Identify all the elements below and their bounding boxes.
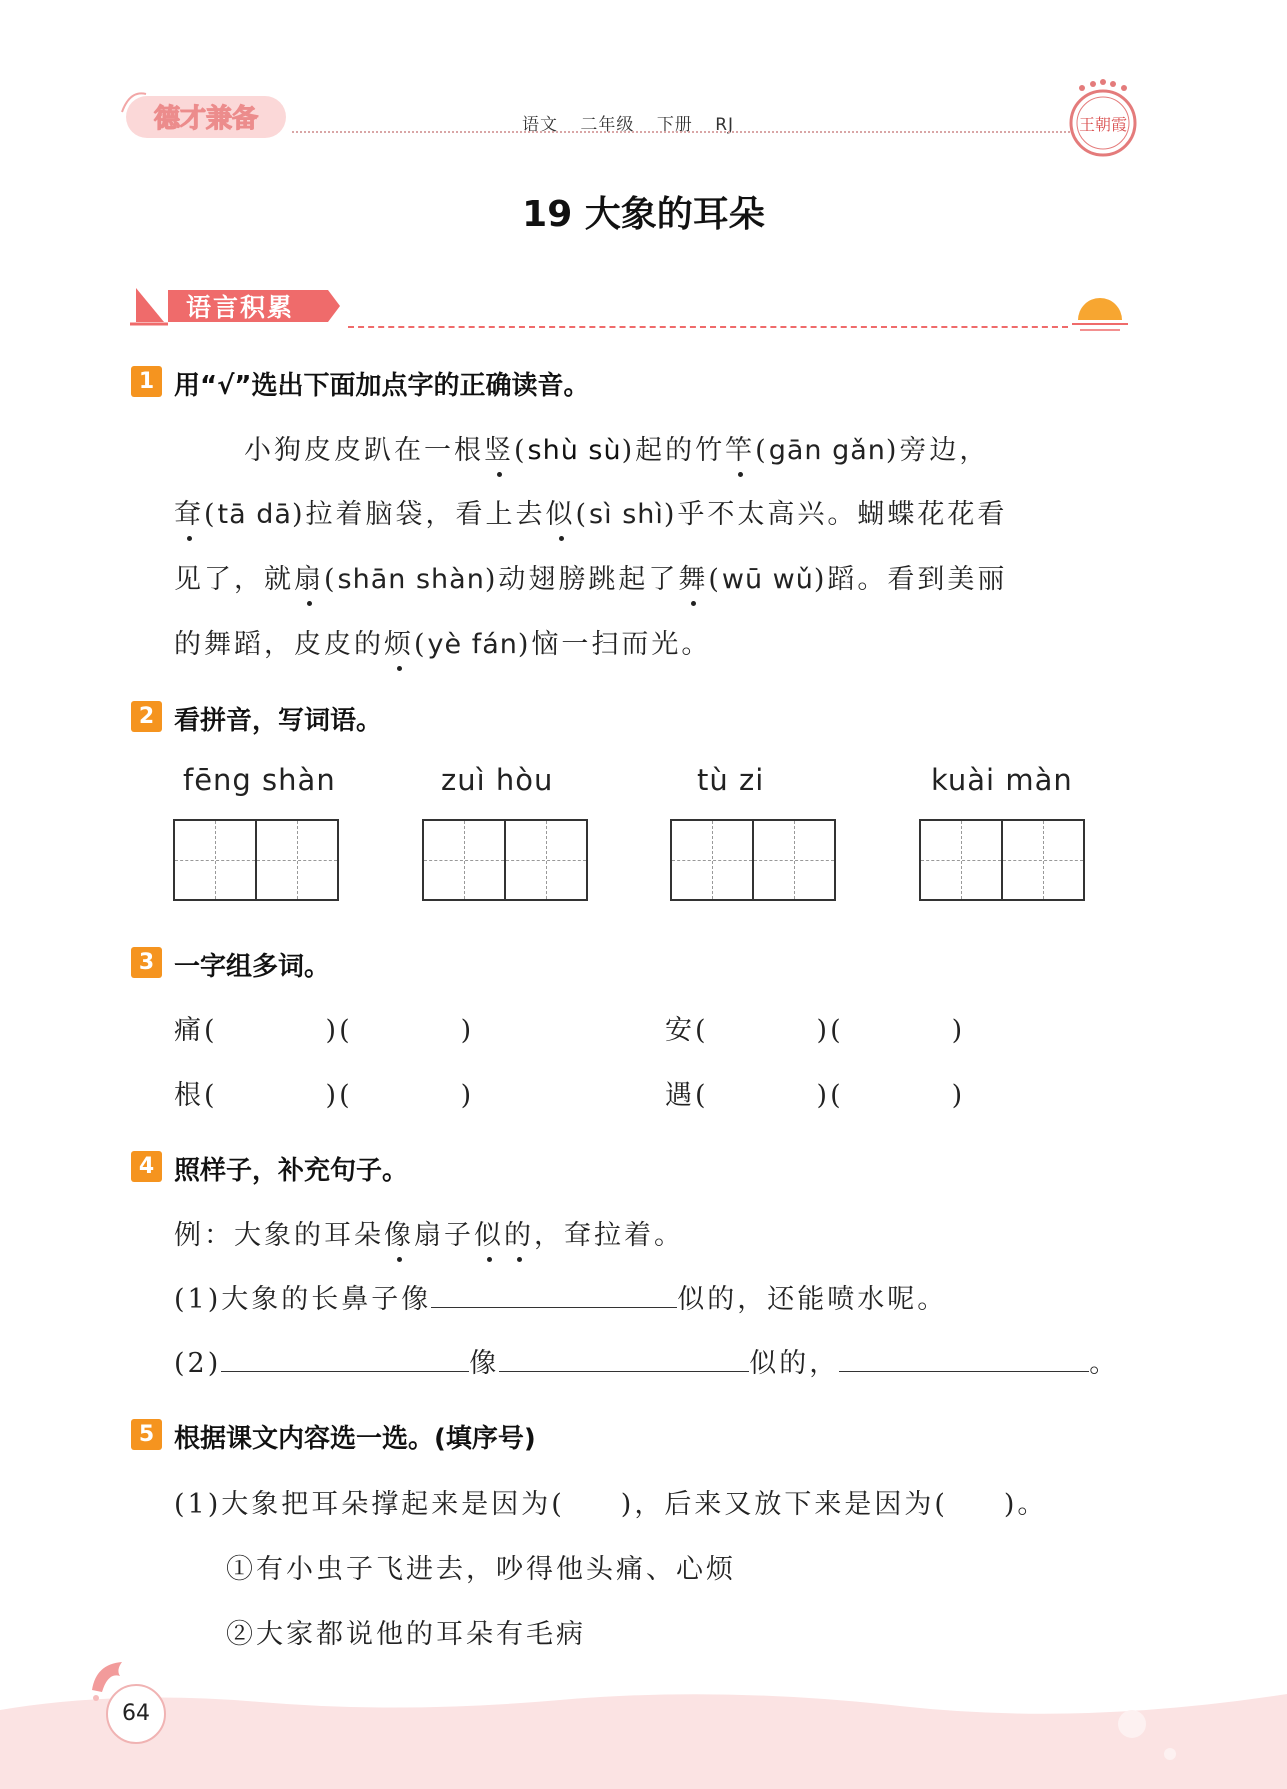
- example-sentence: 例：大象的耳朵像扇子似的，耷拉着。: [174, 1213, 684, 1252]
- pinyin-item-3: tù zi: [697, 763, 765, 797]
- sentence-1: (1)大象的长鼻子像 似的，还能喷水呢。: [174, 1277, 947, 1316]
- pinyin-item-2: zuì hòu: [441, 763, 554, 797]
- q1-line-4: 的舞蹈，皮皮的烦(yè fán)恼一扫而光。: [174, 622, 711, 661]
- choice-option-1: ①有小虫子飞进去，吵得他头痛、心烦: [226, 1554, 736, 1585]
- meta-grade: 二年级: [580, 115, 635, 135]
- question-title-4: 照样子，补充句子。: [174, 1156, 409, 1186]
- question-number-4: 4: [131, 1151, 162, 1182]
- page-number: 64: [106, 1684, 166, 1744]
- teacher-seal-stamp: [1062, 78, 1144, 160]
- sunset-icon: [1070, 292, 1132, 336]
- question-number-3: 3: [131, 947, 162, 978]
- header-rule: [292, 131, 1070, 133]
- word-group-1: 痛( )( ): [174, 1015, 475, 1046]
- q1-line-3: 见了，就扇(shān shàn)动翅膀跳起了舞(wū wǔ)蹈。看到美丽: [174, 557, 1007, 596]
- sentence-blank[interactable]: [499, 1345, 749, 1372]
- word-group-2: 安( )( ): [665, 1015, 966, 1046]
- word-group-3: 根( )( ): [174, 1080, 475, 1111]
- question-title-3: 一字组多词。: [174, 952, 331, 982]
- q1-line-2: 耷(tā dā)拉着脑袋，看上去似(sì shì)乎不太高兴。蝴蝶花花看: [174, 492, 1007, 531]
- footer-wave: [0, 1680, 1287, 1789]
- question-title-5: 根据课文内容选一选。(填序号): [174, 1424, 536, 1454]
- seal-text: 王朝霞: [1078, 115, 1128, 134]
- word-group-4: 遇( )( ): [665, 1080, 966, 1111]
- meta-volume: 下册: [656, 115, 693, 135]
- choice-option-2: ②大家都说他的耳朵有毛病: [226, 1619, 586, 1650]
- question-number-5: 5: [131, 1419, 162, 1450]
- writing-grid-1[interactable]: [173, 819, 339, 901]
- question-number-1: 1: [131, 366, 162, 397]
- sentence-2: (2) 像 似的， 。: [174, 1341, 1119, 1380]
- question-title-1: 用“√”选出下面加点字的正确读音。: [174, 371, 590, 401]
- pinyin-item-4: kuài màn: [931, 763, 1073, 797]
- question-title-2: 看拼音，写词语。: [174, 706, 383, 736]
- section-divider: [348, 326, 1068, 328]
- page-title: 19 大象的耳朵: [522, 194, 765, 235]
- q1-line-1: 小狗皮皮趴在一根竖(shù sù)起的竹竿(gān gǎn)旁边，: [244, 428, 989, 467]
- writing-grid-4[interactable]: [919, 819, 1085, 901]
- pinyin-item-1: fēng shàn: [183, 763, 336, 797]
- writing-grid-3[interactable]: [670, 819, 836, 901]
- writing-grid-2[interactable]: [422, 819, 588, 901]
- sentence-blank[interactable]: [431, 1281, 677, 1308]
- brand-text: 德才兼备: [153, 104, 259, 134]
- section-title: 语言积累: [186, 293, 295, 322]
- sentence-blank[interactable]: [221, 1345, 469, 1372]
- sentence-blank[interactable]: [839, 1345, 1089, 1372]
- meta-subject: 语文: [522, 115, 558, 135]
- question-number-2: 2: [131, 701, 162, 732]
- choice-question-1: (1)大象把耳朵撑起来是因为( )，后来又放下来是因为( )。: [174, 1489, 1048, 1520]
- meta-edition: RJ: [715, 115, 735, 135]
- brand-logo: [118, 82, 296, 144]
